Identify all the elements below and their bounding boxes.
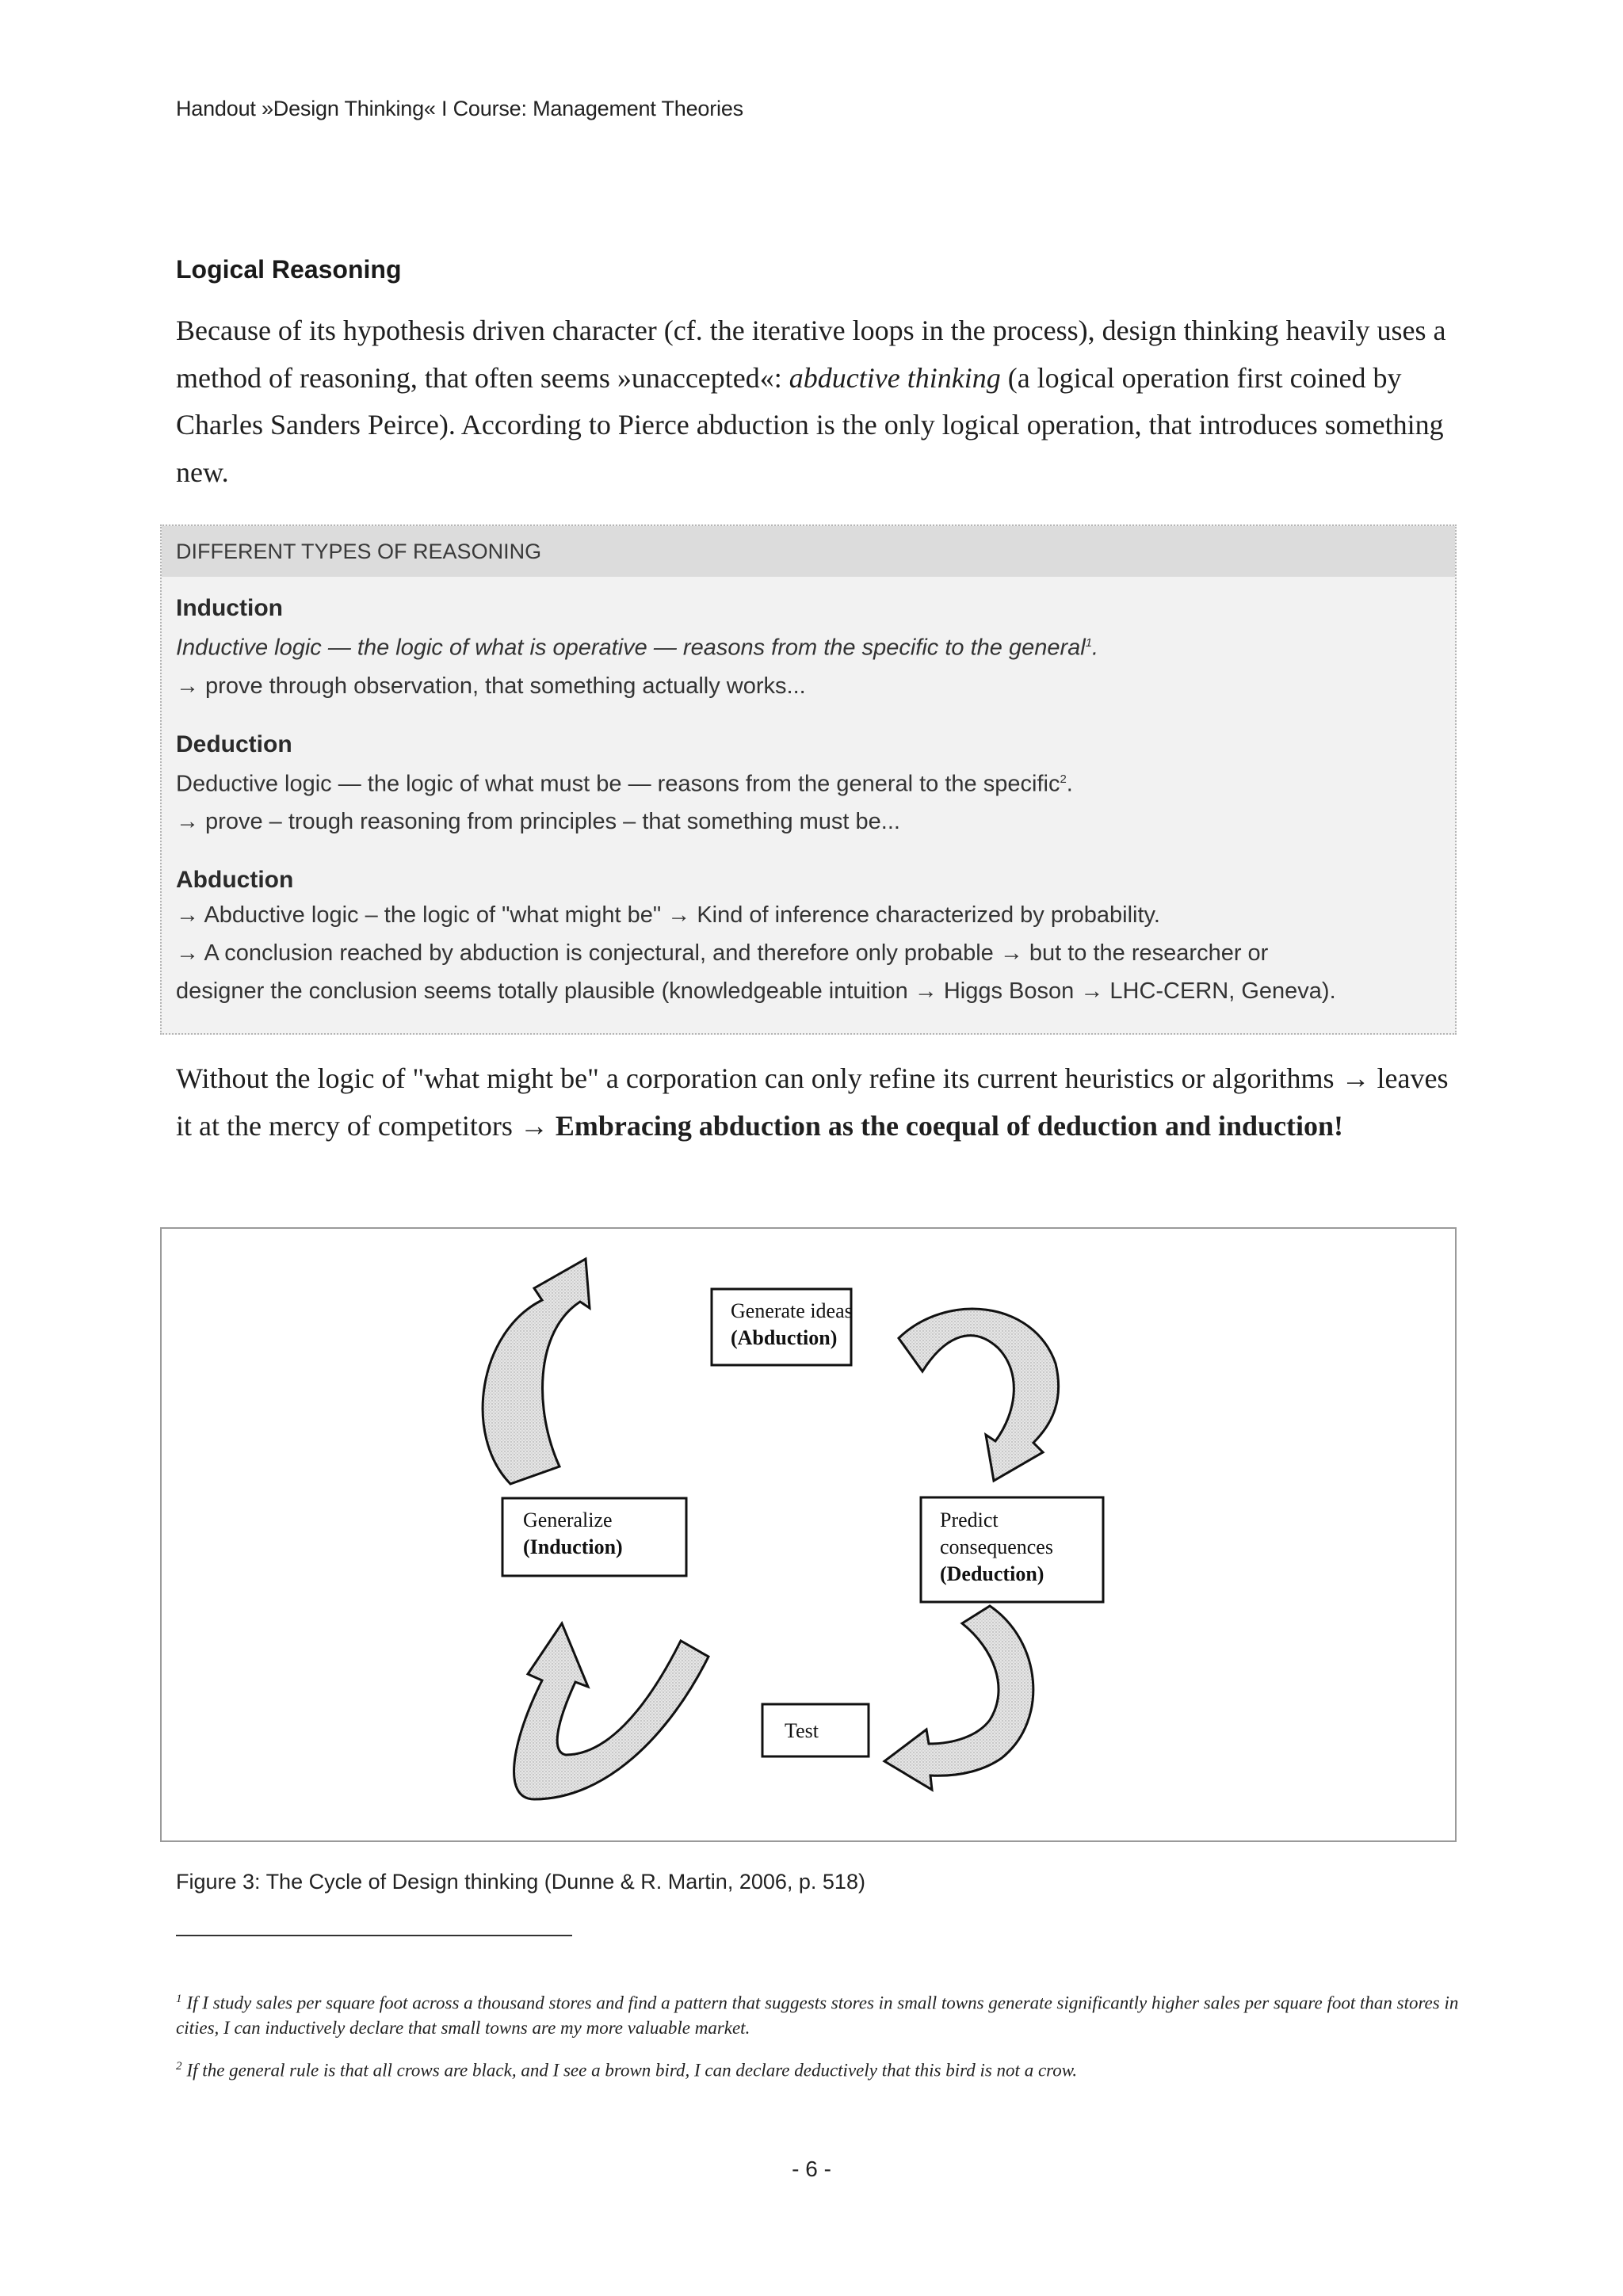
reasoning-types-box <box>160 524 1457 1035</box>
generalize-label: Generalize <box>523 1508 613 1531</box>
section-title: Logical Reasoning <box>176 255 402 284</box>
deduction-proof: → prove – trough reasoning from principles – that something must be... <box>176 809 900 835</box>
footnote-divider <box>176 1935 572 1936</box>
footnote-1 <box>176 1987 1460 2040</box>
generalize-box <box>502 1498 686 1576</box>
arrow-induction-to-abduction <box>483 1259 590 1484</box>
footnote-mark-2: 2 <box>176 2060 182 2073</box>
abduction-line-2: → A conclusion reached by abduction is conjectural, and therefore only probable → but to the researcher or <box>176 940 1269 967</box>
deduction-definition-text: Deductive logic — the logic of what must be — reasons from the general to the specific <box>176 771 1060 797</box>
intro-text-2: (a logical operation first coined by Charles Sanders Peirce). According to Pierce abduction is the only logical operation, that introduces something new. <box>176 361 1444 488</box>
figure-caption: Figure 3: The Cycle of Design thinking (Dunne & R. Martin, 2006, p. 518) <box>176 1870 865 1894</box>
outro-bold-text: → Embracing abduction as the coequal of deduction and induction! <box>519 1109 1344 1142</box>
induction-definition-text: Inductive logic — the logic of what is operative — reasons from the specific to the general <box>176 635 1086 661</box>
footnote-ref-1[interactable]: 1 <box>1085 636 1093 650</box>
intro-text-1: Because of its hypothesis driven character (cf. the iterative loops in the process), design thinking heavily uses a method of reasoning, that often seems »unaccepted«: <box>176 315 1446 394</box>
footnote-1-text: If I study sales per square foot across a thousand stores and find a pattern that suggests stores in small towns generate significantly higher sales per square foot than stores in cities, I can inductively declare that small towns are my more valuable market. <box>176 1993 1459 2038</box>
page-number: - 6 - <box>792 2157 831 2181</box>
page-header: Handout »Design Thinking« I Course: Management Theories <box>176 97 743 120</box>
intro-paragraph <box>176 307 1452 496</box>
arrow-abduction-to-deduction <box>899 1309 1059 1481</box>
outro-paragraph <box>176 1055 1452 1150</box>
footnote-2-text: If the general rule is that all crows are black, and I see a brown bird, I can declare deductively that this bird is not a crow. <box>186 2060 1078 2081</box>
deduction-definition: Deductive logic — the logic of what must be — reasons from the general to the specific$^2$. <box>176 771 1073 797</box>
abduction-title: Abduction <box>176 867 294 894</box>
predict-consequences-box <box>921 1497 1103 1602</box>
footnote-ref-2[interactable]: 2 <box>1060 772 1067 786</box>
deduction-label: (Deduction) <box>940 1562 1044 1585</box>
arrow-deduction-to-test <box>884 1606 1033 1790</box>
induction-label: (Induction) <box>523 1535 623 1558</box>
consequences-label: consequences <box>940 1535 1053 1558</box>
test-label: Test <box>785 1719 819 1742</box>
induction-proof: → prove through observation, that something actually works... <box>176 673 806 699</box>
abduction-line-3: designer the conclusion seems totally plausible (knowledgeable intuition → Higgs Boson → LHC-CERN, Geneva). <box>176 978 1336 1005</box>
deduction-title: Deduction <box>176 730 292 757</box>
generate-ideas-label: Generate ideas <box>731 1299 853 1322</box>
test-box <box>762 1704 869 1756</box>
induction-definition: Inductive logic — the logic of what is operative — reasons from the specific to the general$^1$. <box>176 635 1099 661</box>
reasoning-box-heading: DIFFERENT TYPES OF REASONING <box>162 526 1455 577</box>
abduction-label: (Abduction) <box>731 1326 838 1349</box>
generate-ideas-box <box>712 1289 853 1365</box>
footnote-2 <box>176 2054 1460 2083</box>
induction-title: Induction <box>176 595 283 621</box>
outro-text: Without the logic of "what might be" a corporation can only refine its current heuristics or algorithms → leaves it at the mercy of competitors <box>176 1062 1449 1142</box>
cycle-diagram <box>162 1229 1458 1844</box>
footnote-mark-1: 1 <box>176 1993 182 2005</box>
abduction-line-1: → Abductive logic – the logic of "what might be" → Kind of inference characterized by probability. <box>176 902 1160 929</box>
arrow-test-to-induction <box>514 1623 708 1799</box>
predict-label: Predict <box>940 1508 999 1531</box>
intro-emphasis: abductive thinking <box>789 361 1001 394</box>
design-thinking-cycle-figure <box>160 1227 1457 1842</box>
